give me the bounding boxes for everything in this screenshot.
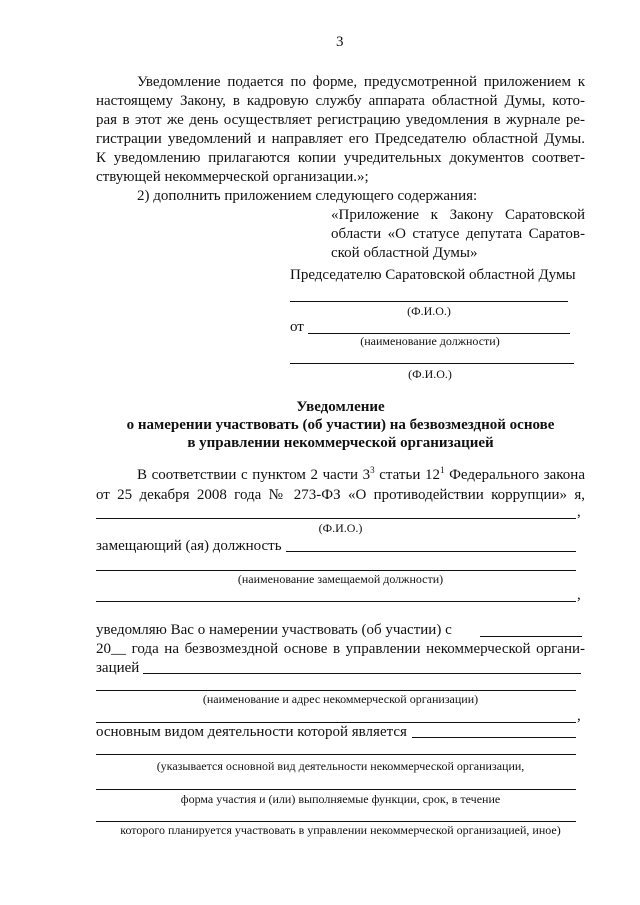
activity-field-line <box>412 737 576 738</box>
fio-caption: (Ф.И.О.) <box>407 304 451 318</box>
holding-position-label: замещающий (ая) должность <box>96 538 282 554</box>
paragraph-line: гистрации уведомлений и направляет его Председателю областной Думы. <box>96 131 585 147</box>
paragraph-line: настоящему Закону, в кадровую службу аппарата областной Думы, кото- <box>96 93 585 109</box>
position-caption: (наименование должности) <box>360 334 500 348</box>
activity-field-line <box>96 789 576 790</box>
fio-caption: (Ф.И.О.) <box>318 521 363 535</box>
activity-field-line <box>96 821 576 822</box>
fio-field-line <box>290 363 574 364</box>
comma: , <box>577 587 581 603</box>
addressee: Председателю Саратовской областной Думы <box>290 267 576 283</box>
paragraph-line: Уведомление подается по форме, предусмотренной приложением к <box>137 74 585 90</box>
notify-line: уведомляю Вас о намерении участвовать (об участии) с <box>96 622 452 638</box>
paragraph-line: 2) дополнить приложением следующего содержания: <box>137 188 478 204</box>
body-text: В соответствии с пунктом 2 части 3 <box>137 467 371 483</box>
date-field-line <box>480 636 582 637</box>
appendix-reference-line: области «О статусе депутата Саратов- <box>331 226 585 242</box>
position-caption: (наименование замещаемой должности) <box>237 572 444 586</box>
paragraph-line: ствующей некоммерческой организации.»; <box>96 169 369 185</box>
body-line: 20__ года на безвозмездной основе в управлении некоммерческой органи- <box>96 641 585 657</box>
activity-note: (указывается основной вид деятельности некоммерческой организации, <box>156 759 525 773</box>
body-text: Федерального закона <box>444 467 585 483</box>
organization-field-line <box>143 673 581 674</box>
from-label: от <box>290 319 304 335</box>
notice-title: Уведомление <box>296 399 385 415</box>
body-line: от 25 декабря 2008 года № 273-ФЗ «О противодействии коррупции» я, <box>96 487 585 503</box>
superscript: 3 <box>370 465 375 475</box>
comma: , <box>577 504 581 520</box>
paragraph-line: рая в этот же день осуществляет регистрацию уведомления в журнале ре- <box>96 112 585 128</box>
comma: , <box>577 708 581 724</box>
notice-title: в управлении некоммерческой организацией <box>187 435 494 451</box>
organization-field-line <box>96 690 576 691</box>
appendix-reference-line: ской областной Думы» <box>331 245 478 261</box>
paragraph-line: К уведомлению прилагаются копии учредительных документов соответ- <box>96 150 585 166</box>
notice-title: о намерении участвовать (об участии) на безвозмездной основе <box>126 417 555 433</box>
fio-field-line <box>290 301 568 302</box>
body-text: статьи 12 <box>374 467 440 483</box>
body-line: зацией <box>96 660 140 676</box>
activity-note: которого планируется участвовать в управлении некоммерческой организацией, иное) <box>120 823 561 837</box>
position-field-line <box>286 551 576 552</box>
position-field-line <box>96 570 576 571</box>
activity-note: форма участия и (или) выполняемые функции, срок, в течение <box>180 792 501 806</box>
appendix-reference-line: «Приложение к Закону Саратовской <box>331 207 585 223</box>
page-number: 3 <box>336 34 344 50</box>
body-line <box>137 466 585 484</box>
fio-caption: (Ф.И.О.) <box>408 367 452 381</box>
organization-caption: (наименование и адрес некоммерческой организации) <box>202 692 479 706</box>
position-field-line <box>96 601 576 602</box>
superscript: 1 <box>439 465 445 475</box>
main-activity-label: основным видом деятельности которой является <box>96 724 407 740</box>
fio-field-line <box>96 518 576 519</box>
activity-field-line <box>96 754 576 755</box>
